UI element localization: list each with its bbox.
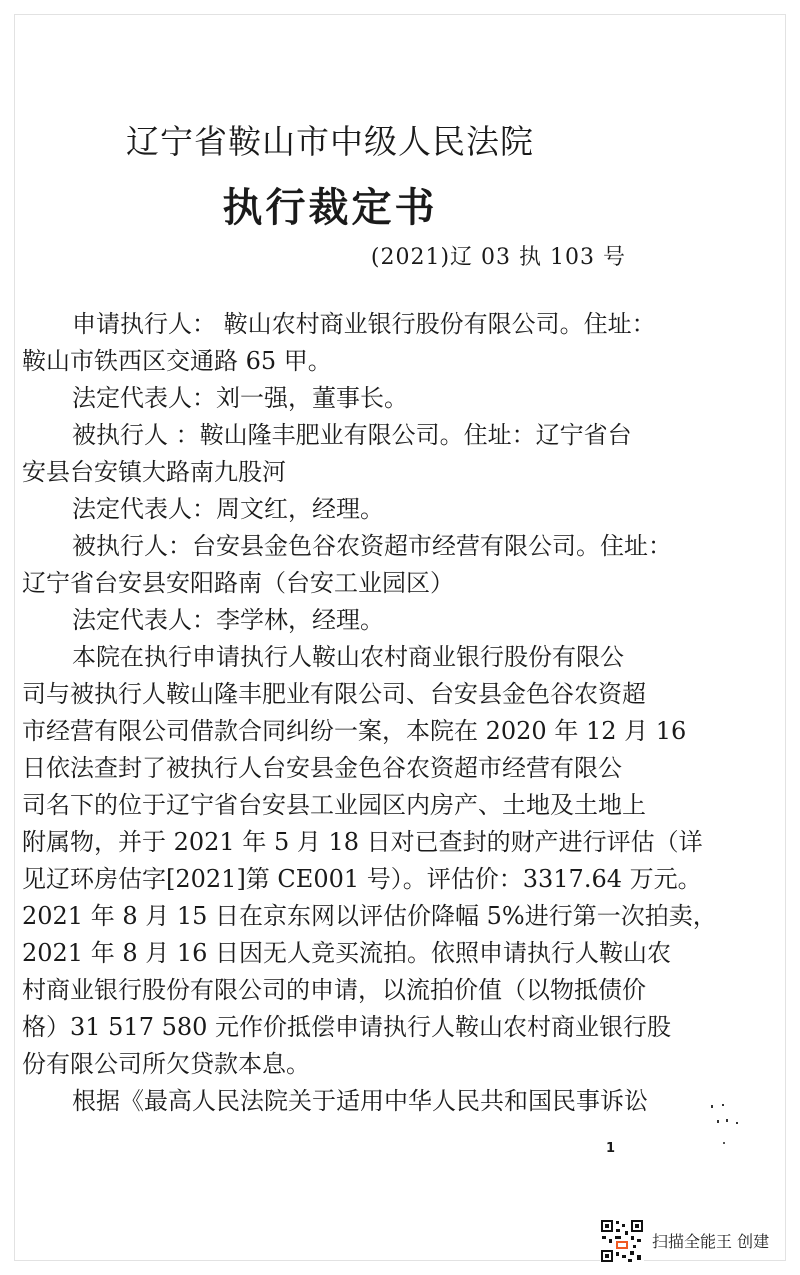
body-line: 辽宁省台安县安阳路南（台安工业园区） — [22, 569, 454, 597]
body-line: 法定代表人：李学林，经理。 — [72, 606, 384, 634]
body-line: 2021 年 8 月 15 日在京东网以评估价降幅 5%进行第一次拍卖， — [22, 902, 717, 930]
document-title: 执行裁定书 — [222, 184, 438, 231]
body-line: 2021 年 8 月 16 日因无人竞买流拍。依照申请执行人鞍山农 — [22, 939, 672, 967]
body-line: 市经营有限公司借款合同纠纷一案，本院在 2020 年 12 月 16 — [22, 717, 687, 745]
scan-artifact-marks — [708, 1102, 748, 1162]
body-line: 司与被执行人鞍山隆丰肥业有限公司、台安县金色谷农资超 — [22, 680, 646, 708]
body-line: 格）31 517 580 元作价抵偿申请执行人鞍山农村商业银行股 — [22, 1013, 672, 1041]
scanner-watermark — [600, 1219, 800, 1269]
body-line: 司名下的位于辽宁省台安县工业园区内房产、土地及土地上 — [22, 791, 646, 819]
body-line: 根据《最高人民法院关于适用中华人民共和国民事诉讼 — [72, 1087, 648, 1115]
body-line: 法定代表人：周文红，经理。 — [72, 495, 384, 523]
body-line: 日依法查封了被执行人台安县金色谷农资超市经营有限公 — [22, 754, 622, 782]
court-name: 辽宁省鞍山市中级人民法院 — [126, 122, 534, 161]
watermark-text: 扫描全能王 创建 — [652, 1232, 770, 1251]
body-line: 附属物，并于 2021 年 5 月 18 日对已查封的财产进行评估（详 — [22, 828, 703, 856]
body-line: 安县台安镇大路南九股河 — [22, 458, 286, 486]
qr-code-icon — [600, 1219, 644, 1263]
document-body — [22, 306, 717, 1120]
body-line: 申请执行人： 鞍山农村商业银行股份有限公司。住址： — [72, 310, 656, 338]
body-line: 鞍山市铁西区交通路 65 甲。 — [22, 347, 332, 375]
body-line: 法定代表人：刘一强，董事长。 — [72, 384, 408, 412]
case-number: (2021)辽 03 执 103 号 — [370, 245, 626, 270]
page-number: 1 — [606, 1141, 616, 1156]
body-line: 村商业银行股份有限公司的申请，以流拍价值（以物抵债价 — [22, 976, 646, 1004]
body-line: 被执行人：台安县金色谷农资超市经营有限公司。住址： — [72, 532, 672, 560]
body-line: 份有限公司所欠贷款本息。 — [22, 1050, 310, 1078]
body-line: 被执行人 ：鞍山隆丰肥业有限公司。住址：辽宁省台 — [72, 421, 632, 449]
body-line: 见辽环房估字[2021]第 CE001 号）。评估价：3317.64 万元。 — [22, 865, 702, 893]
body-line: 本院在执行申请执行人鞍山农村商业银行股份有限公 — [72, 643, 624, 671]
